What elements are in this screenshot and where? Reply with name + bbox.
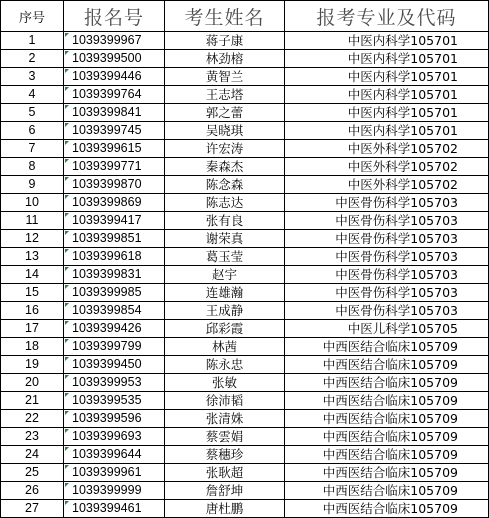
seq-cell: 3 xyxy=(1,68,64,86)
candidate-name-cell: 张有良 xyxy=(165,212,285,230)
text-number-flag-icon xyxy=(65,105,69,109)
registration-id-cell xyxy=(64,248,165,266)
table-row xyxy=(1,230,489,248)
table-row xyxy=(1,248,489,266)
header-row xyxy=(1,1,489,32)
seq-cell: 2 xyxy=(1,50,64,68)
registration-id-cell xyxy=(64,86,165,104)
registration-id-cell xyxy=(64,176,165,194)
text-number-flag-icon xyxy=(65,303,69,307)
major-code-cell: 中医内科学105701 xyxy=(285,32,489,50)
candidate-name-cell: 赵宇 xyxy=(165,266,285,284)
registration-id-cell xyxy=(64,158,165,176)
header-seq: 序号 xyxy=(1,1,64,32)
table-row xyxy=(1,266,489,284)
seq-cell: 9 xyxy=(1,176,64,194)
table-row xyxy=(1,32,489,50)
major-code-cell: 中医骨伤科学105703 xyxy=(285,248,489,266)
registration-id-text: 1039399985 xyxy=(72,285,142,299)
major-code-cell: 中西医结合临床105709 xyxy=(285,464,489,482)
seq-cell: 12 xyxy=(1,230,64,248)
seq-cell: 18 xyxy=(1,338,64,356)
registration-id-cell xyxy=(64,446,165,464)
table-row xyxy=(1,374,489,392)
table-row xyxy=(1,320,489,338)
text-number-flag-icon xyxy=(65,285,69,289)
text-number-flag-icon xyxy=(65,231,69,235)
text-number-flag-icon xyxy=(65,159,69,163)
seq-cell: 22 xyxy=(1,410,64,428)
candidate-name-cell: 蔡穗珍 xyxy=(165,446,285,464)
registration-id-text: 1039399535 xyxy=(72,393,142,407)
major-code-cell: 中西医结合临床105709 xyxy=(285,338,489,356)
text-number-flag-icon xyxy=(65,213,69,217)
candidate-name-cell: 唐杜鹏 xyxy=(165,500,285,518)
major-code-cell: 中医骨伤科学105703 xyxy=(285,266,489,284)
table-body xyxy=(1,32,489,518)
major-code-cell: 中医内科学105701 xyxy=(285,68,489,86)
registration-id-cell xyxy=(64,338,165,356)
registration-id-text: 1039399426 xyxy=(72,321,142,335)
candidate-name-cell: 谢荣真 xyxy=(165,230,285,248)
candidate-name-cell: 张敏 xyxy=(165,374,285,392)
major-code-cell: 中医儿科学105705 xyxy=(285,320,489,338)
text-number-flag-icon xyxy=(65,393,69,397)
seq-cell: 20 xyxy=(1,374,64,392)
registration-id-cell xyxy=(64,230,165,248)
text-number-flag-icon xyxy=(65,267,69,271)
major-code-cell: 中西医结合临床105709 xyxy=(285,356,489,374)
registration-id-text: 1039399771 xyxy=(72,159,142,173)
seq-cell: 5 xyxy=(1,104,64,122)
text-number-flag-icon xyxy=(65,249,69,253)
registration-id-text: 1039399841 xyxy=(72,105,142,119)
major-code-cell: 中医骨伤科学105703 xyxy=(285,212,489,230)
major-code-cell: 中西医结合临床105709 xyxy=(285,428,489,446)
registration-id-cell xyxy=(64,356,165,374)
registration-id-text: 1039399450 xyxy=(72,357,142,371)
header-name: 考生姓名 xyxy=(165,1,285,32)
registration-id-cell xyxy=(64,320,165,338)
text-number-flag-icon xyxy=(65,123,69,127)
text-number-flag-icon xyxy=(65,51,69,55)
major-code-cell: 中西医结合临床105709 xyxy=(285,410,489,428)
table-row xyxy=(1,104,489,122)
table-row xyxy=(1,284,489,302)
table-row xyxy=(1,122,489,140)
seq-cell: 7 xyxy=(1,140,64,158)
candidate-name-cell: 张耿超 xyxy=(165,464,285,482)
major-code-cell: 中医内科学105701 xyxy=(285,50,489,68)
major-code-cell: 中医外科学105702 xyxy=(285,158,489,176)
table-row xyxy=(1,356,489,374)
major-code-cell: 中医骨伤科学105703 xyxy=(285,302,489,320)
registration-id-cell xyxy=(64,302,165,320)
major-code-cell: 中西医结合临床105709 xyxy=(285,446,489,464)
major-code-cell: 中医内科学105701 xyxy=(285,86,489,104)
text-number-flag-icon xyxy=(65,483,69,487)
table-row xyxy=(1,482,489,500)
registration-id-cell xyxy=(64,428,165,446)
text-number-flag-icon xyxy=(65,357,69,361)
registration-id-cell xyxy=(64,212,165,230)
registration-id-text: 1039399764 xyxy=(72,87,142,101)
table-row xyxy=(1,338,489,356)
candidate-name-cell: 林茜 xyxy=(165,338,285,356)
candidate-name-cell: 王成静 xyxy=(165,302,285,320)
seq-cell: 11 xyxy=(1,212,64,230)
candidate-name-cell: 郭之蕾 xyxy=(165,104,285,122)
text-number-flag-icon xyxy=(65,87,69,91)
registration-id-cell xyxy=(64,140,165,158)
seq-cell: 4 xyxy=(1,86,64,104)
registration-id-text: 1039399745 xyxy=(72,123,142,137)
major-code-cell: 中医内科学105701 xyxy=(285,104,489,122)
major-code-cell: 中医内科学105701 xyxy=(285,122,489,140)
text-number-flag-icon xyxy=(65,501,69,505)
seq-cell: 14 xyxy=(1,266,64,284)
candidate-name-cell: 葛玉莹 xyxy=(165,248,285,266)
candidate-name-cell: 连雄瀚 xyxy=(165,284,285,302)
registration-id-text: 1039399693 xyxy=(72,429,142,443)
text-number-flag-icon xyxy=(65,339,69,343)
registration-id-cell xyxy=(64,68,165,86)
major-code-cell: 中西医结合临床105709 xyxy=(285,392,489,410)
registration-id-text: 1039399831 xyxy=(72,267,142,281)
table-row xyxy=(1,428,489,446)
text-number-flag-icon xyxy=(65,195,69,199)
registration-id-text: 1039399851 xyxy=(72,231,142,245)
registration-id-cell xyxy=(64,374,165,392)
table-row xyxy=(1,212,489,230)
header-major: 报考专业及代码 xyxy=(285,1,489,32)
candidate-name-cell: 许宏涛 xyxy=(165,140,285,158)
table-row xyxy=(1,86,489,104)
registration-id-text: 1039399967 xyxy=(72,33,142,47)
candidate-name-cell: 陈永忠 xyxy=(165,356,285,374)
registration-id-text: 1039399446 xyxy=(72,69,142,83)
text-number-flag-icon xyxy=(65,177,69,181)
seq-cell: 17 xyxy=(1,320,64,338)
registration-id-text: 1039399500 xyxy=(72,51,142,65)
major-code-cell: 中医外科学105702 xyxy=(285,140,489,158)
registration-id-text: 1039399854 xyxy=(72,303,142,317)
header-id: 报名号 xyxy=(64,1,165,32)
registration-id-text: 1039399799 xyxy=(72,339,142,353)
seq-cell: 13 xyxy=(1,248,64,266)
registration-id-text: 1039399869 xyxy=(72,195,142,209)
major-code-cell: 中西医结合临床105709 xyxy=(285,482,489,500)
registration-id-cell xyxy=(64,392,165,410)
seq-cell: 15 xyxy=(1,284,64,302)
candidate-name-cell: 徐沛韬 xyxy=(165,392,285,410)
registration-id-cell xyxy=(64,482,165,500)
text-number-flag-icon xyxy=(65,447,69,451)
seq-cell: 10 xyxy=(1,194,64,212)
candidate-name-cell: 林劲榕 xyxy=(165,50,285,68)
registration-id-text: 1039399870 xyxy=(72,177,142,191)
table-row xyxy=(1,392,489,410)
table-row xyxy=(1,500,489,518)
text-number-flag-icon xyxy=(65,321,69,325)
table-row xyxy=(1,50,489,68)
registration-id-text: 1039399953 xyxy=(72,375,142,389)
registration-id-cell xyxy=(64,464,165,482)
seq-cell: 25 xyxy=(1,464,64,482)
registration-id-text: 1039399644 xyxy=(72,447,142,461)
registration-id-cell xyxy=(64,104,165,122)
table-row xyxy=(1,68,489,86)
registration-id-cell xyxy=(64,266,165,284)
table-header xyxy=(1,1,489,32)
registration-id-text: 1039399961 xyxy=(72,465,142,479)
major-code-cell: 中医骨伤科学105703 xyxy=(285,194,489,212)
text-number-flag-icon xyxy=(65,69,69,73)
text-number-flag-icon xyxy=(65,411,69,415)
major-code-cell: 中医骨伤科学105703 xyxy=(285,230,489,248)
seq-cell: 6 xyxy=(1,122,64,140)
registration-id-cell xyxy=(64,500,165,518)
candidate-name-cell: 吴晓琪 xyxy=(165,122,285,140)
candidate-name-cell: 陈念森 xyxy=(165,176,285,194)
table-row xyxy=(1,302,489,320)
candidate-name-cell: 蒋子康 xyxy=(165,32,285,50)
seq-cell: 21 xyxy=(1,392,64,410)
candidate-name-cell: 黄智兰 xyxy=(165,68,285,86)
registration-id-text: 1039399999 xyxy=(72,483,142,497)
seq-cell: 1 xyxy=(1,32,64,50)
major-code-cell: 中西医结合临床105709 xyxy=(285,500,489,518)
candidate-name-cell: 张清姝 xyxy=(165,410,285,428)
registration-id-cell xyxy=(64,410,165,428)
text-number-flag-icon xyxy=(65,465,69,469)
registration-id-cell xyxy=(64,194,165,212)
candidate-name-cell: 陈志达 xyxy=(165,194,285,212)
seq-cell: 19 xyxy=(1,356,64,374)
table-row xyxy=(1,158,489,176)
seq-cell: 23 xyxy=(1,428,64,446)
registration-id-cell xyxy=(64,32,165,50)
major-code-cell: 中医外科学105702 xyxy=(285,176,489,194)
seq-cell: 16 xyxy=(1,302,64,320)
table-row xyxy=(1,464,489,482)
major-code-cell: 中医骨伤科学105703 xyxy=(285,284,489,302)
registration-id-text: 1039399417 xyxy=(72,213,142,227)
text-number-flag-icon xyxy=(65,375,69,379)
seq-cell: 8 xyxy=(1,158,64,176)
registration-id-text: 1039399461 xyxy=(72,501,142,515)
registration-id-text: 1039399596 xyxy=(72,411,142,425)
candidate-name-cell: 王志塔 xyxy=(165,86,285,104)
major-code-cell: 中西医结合临床105709 xyxy=(285,374,489,392)
table-row xyxy=(1,446,489,464)
text-number-flag-icon xyxy=(65,33,69,37)
table-row xyxy=(1,410,489,428)
text-number-flag-icon xyxy=(65,141,69,145)
seq-cell: 26 xyxy=(1,482,64,500)
table-row xyxy=(1,140,489,158)
table-row xyxy=(1,176,489,194)
table-row xyxy=(1,194,489,212)
candidate-name-cell: 蔡雲娟 xyxy=(165,428,285,446)
candidate-name-cell: 邱彩霞 xyxy=(165,320,285,338)
seq-cell: 27 xyxy=(1,500,64,518)
registration-id-cell xyxy=(64,284,165,302)
registration-id-text: 1039399615 xyxy=(72,141,142,155)
registration-id-cell xyxy=(64,122,165,140)
text-number-flag-icon xyxy=(65,429,69,433)
registration-id-text: 1039399618 xyxy=(72,249,142,263)
candidate-name-cell: 詹舒坤 xyxy=(165,482,285,500)
seq-cell: 24 xyxy=(1,446,64,464)
candidate-name-cell: 秦森杰 xyxy=(165,158,285,176)
registration-id-cell xyxy=(64,50,165,68)
